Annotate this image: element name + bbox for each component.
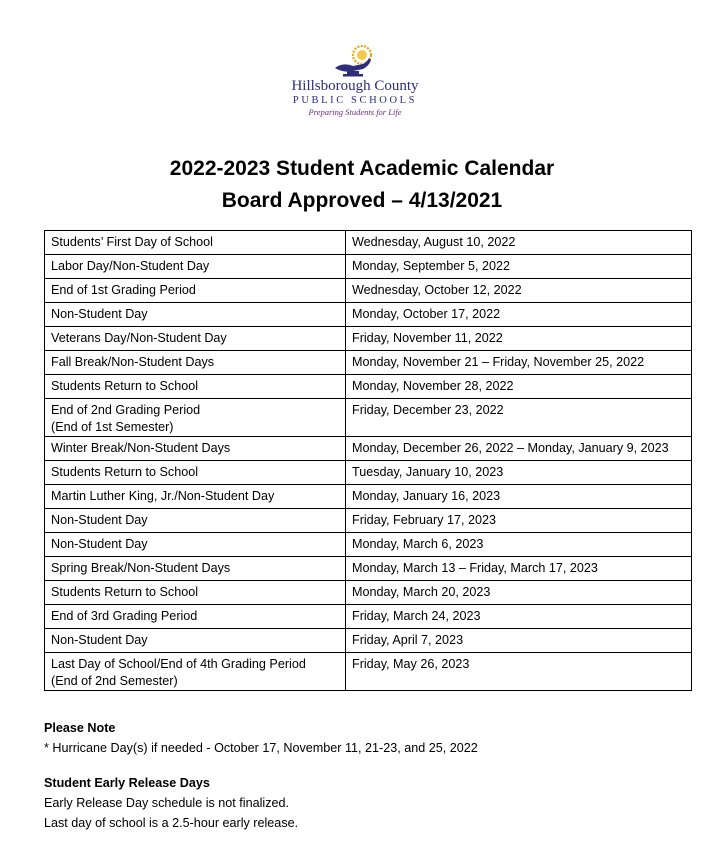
date-cell: Monday, March 6, 2023 (346, 533, 692, 557)
table-row (45, 557, 692, 581)
date-cell: Monday, January 16, 2023 (346, 485, 692, 509)
event-cell (45, 581, 346, 605)
table-row (45, 303, 692, 327)
date-cell: Friday, February 17, 2023 (346, 509, 692, 533)
logo-subtitle: PUBLIC SCHOOLS (292, 95, 418, 106)
table-row (45, 375, 692, 399)
table-row (45, 605, 692, 629)
event-label: Non-Student Day (51, 513, 148, 527)
event-label: Last Day of School/End of 4th Grading Period (51, 657, 306, 671)
table-row (45, 629, 692, 653)
table-row (45, 231, 692, 255)
academic-calendar-table (44, 230, 692, 691)
date-cell: Monday, October 17, 2022 (346, 303, 692, 327)
table-row (45, 327, 692, 351)
event-cell (45, 461, 346, 485)
event-cell (45, 629, 346, 653)
event-label: End of 1st Grading Period (51, 283, 196, 297)
event-cell (45, 653, 346, 691)
title-line-2: Board Approved – 4/13/2021 (221, 189, 503, 212)
title-line-1: 2022-2023 Student Academic Calendar (169, 157, 555, 180)
event-cell (45, 303, 346, 327)
event-label: Veterans Day/Non-Student Day (51, 331, 227, 345)
table-row (45, 399, 692, 437)
event-label: Non-Student Day (51, 633, 148, 647)
event-label: End of 2nd Grading Period (51, 403, 201, 417)
event-cell (45, 327, 346, 351)
notes-section (44, 718, 478, 833)
event-cell (45, 255, 346, 279)
event-cell (45, 375, 346, 399)
event-cell (45, 279, 346, 303)
please-note-heading: Please Note (44, 721, 116, 735)
date-cell: Friday, May 26, 2023 (346, 653, 692, 691)
date-cell: Monday, September 5, 2022 (346, 255, 692, 279)
calendar-body (45, 231, 692, 691)
date-cell: Friday, April 7, 2023 (346, 629, 692, 653)
date-cell: Friday, November 11, 2022 (346, 327, 692, 351)
logo-name: Hillsborough County (291, 78, 419, 94)
date-cell: Monday, March 20, 2023 (346, 581, 692, 605)
event-cell (45, 399, 346, 437)
date-cell: Monday, November 28, 2022 (346, 375, 692, 399)
early-release-heading: Student Early Release Days (44, 776, 210, 790)
table-row (45, 437, 692, 461)
event-label: Non-Student Day (51, 307, 148, 321)
event-label: Students Return to School (51, 379, 199, 393)
event-cell (45, 351, 346, 375)
table-row (45, 279, 692, 303)
table-row (45, 581, 692, 605)
event-label: Winter Break/Non-Student Days (51, 441, 231, 455)
lamp-of-knowledge-icon (329, 44, 381, 78)
date-cell: Friday, December 23, 2022 (346, 399, 692, 437)
event-label: Labor Day/Non-Student Day (51, 259, 210, 273)
event-label: Students Return to School (51, 585, 199, 599)
event-label-secondary: (End of 1st Semester) (51, 420, 174, 434)
table-row (45, 351, 692, 375)
event-cell (45, 437, 346, 461)
date-cell: Friday, March 24, 2023 (346, 605, 692, 629)
event-label-secondary: (End of 2nd Semester) (51, 674, 178, 688)
table-row (45, 509, 692, 533)
date-cell: Tuesday, January 10, 2023 (346, 461, 692, 485)
event-label: Non-Student Day (51, 537, 148, 551)
date-cell: Monday, March 13 – Friday, March 17, 2023 (346, 557, 692, 581)
page-title (0, 153, 724, 217)
table-row (45, 485, 692, 509)
event-cell (45, 509, 346, 533)
event-label: Students’ First Day of School (51, 235, 213, 249)
event-label: Martin Luther King, Jr./Non-Student Day (51, 489, 275, 503)
date-cell: Wednesday, October 12, 2022 (346, 279, 692, 303)
date-cell: Monday, November 21 – Friday, November 25, 2022 (346, 351, 692, 375)
event-cell (45, 231, 346, 255)
early-release-line-2: Last day of school is a 2.5-hour early release. (44, 816, 299, 830)
event-cell (45, 557, 346, 581)
hurricane-note: * Hurricane Day(s) if needed - October 17, November 11, 21-23, and 25, 2022 (44, 741, 478, 755)
date-cell: Monday, December 26, 2022 – Monday, January 9, 2023 (346, 437, 692, 461)
event-label: Students Return to School (51, 465, 199, 479)
date-cell: Wednesday, August 10, 2022 (346, 231, 692, 255)
table-row (45, 653, 692, 691)
table-row (45, 255, 692, 279)
event-label: End of 3rd Grading Period (51, 609, 198, 623)
event-label: Fall Break/Non-Student Days (51, 355, 215, 369)
event-cell (45, 533, 346, 557)
event-label: Spring Break/Non-Student Days (51, 561, 231, 575)
early-release-line-1: Early Release Day schedule is not finalized. (44, 796, 290, 810)
table-row (45, 533, 692, 557)
district-logo (270, 44, 440, 124)
event-cell (45, 485, 346, 509)
table-row (45, 461, 692, 485)
logo-tagline: Preparing Students for Life (308, 107, 402, 117)
event-cell (45, 605, 346, 629)
